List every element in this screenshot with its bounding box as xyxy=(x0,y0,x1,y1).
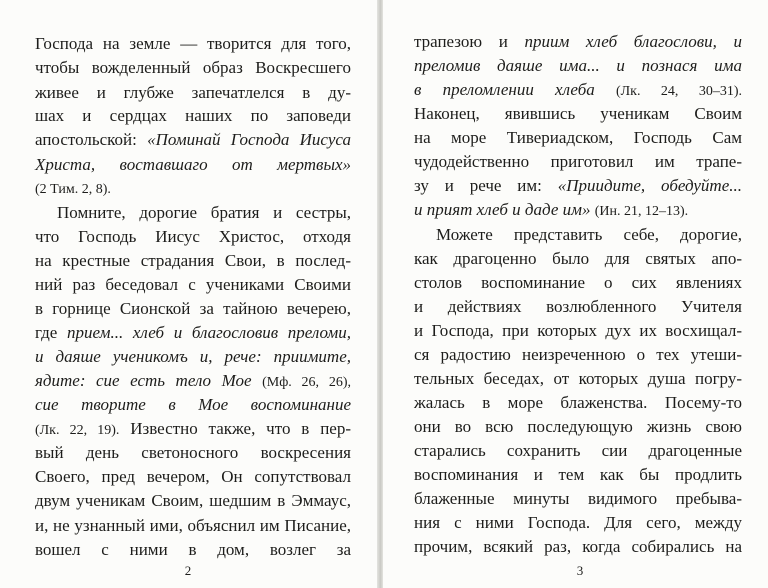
text-line xyxy=(414,487,742,510)
italic-quote: прием... хлеб и благословив преломи, xyxy=(66,323,351,342)
text-segment: Помните, дорогие братия и сестры, xyxy=(57,203,351,222)
text-line xyxy=(414,54,742,77)
italic-quote: приим хлеб благослови, и xyxy=(524,32,743,51)
text-segment: как драгоценно было для святых апо- xyxy=(414,249,742,268)
italic-quote: «Поминай Господа Иисуса xyxy=(147,130,352,149)
text-line xyxy=(35,489,351,512)
text-segment: живее и глубже запечатлелся в ду- xyxy=(35,83,351,102)
text-line xyxy=(414,150,742,173)
text-line xyxy=(414,271,742,294)
text-line xyxy=(414,174,742,197)
scripture-reference: (Лк. 22, 19). xyxy=(35,423,120,438)
text-segment: трапезою и xyxy=(414,32,508,51)
text-segment: тельных беседах, от которых душа погру- xyxy=(414,369,742,388)
text-segment: чудодейственно приготовил им трапе- xyxy=(414,152,742,171)
text-segment: в горнице Сионской за тайною вечерею, xyxy=(35,299,351,318)
italic-quote: «Приидите, обедуйте... xyxy=(557,176,742,195)
text-line xyxy=(414,247,742,270)
text-line xyxy=(414,30,742,53)
text-line xyxy=(35,514,351,537)
text-line xyxy=(35,465,351,488)
text-line xyxy=(35,225,351,248)
page-number-left: 2 xyxy=(184,563,192,578)
text-segment: Своего, пред вечером, Он сопутствовал xyxy=(35,467,351,486)
text-line xyxy=(414,535,742,558)
text-segment: апостольской: xyxy=(35,130,137,149)
text-segment: блаженные минуты видимого пребыва- xyxy=(414,489,742,508)
text-segment: воспоминания и тем как бы продлить xyxy=(414,465,742,484)
text-line xyxy=(414,415,742,438)
left-page xyxy=(0,0,380,588)
text-line xyxy=(35,249,351,272)
text-line xyxy=(414,463,742,486)
text-line xyxy=(414,511,742,534)
text-segment: зу и рече им: xyxy=(414,176,542,195)
text-line xyxy=(414,198,742,221)
text-segment: жалась в море блаженства. Посему-то xyxy=(414,393,742,412)
italic-quote: в преломлении хлеба xyxy=(414,80,595,99)
text-segment: Наконец, явившись ученикам Своим xyxy=(414,104,742,123)
text-segment: где xyxy=(35,323,58,342)
text-line xyxy=(35,538,351,561)
right-page xyxy=(383,0,768,588)
text-line xyxy=(414,78,742,101)
italic-quote: Христа, воставшаго от мертвых» xyxy=(35,155,351,174)
text-line xyxy=(35,56,351,79)
italic-quote: и даяше ученикомъ и, рече: приимите, xyxy=(35,347,351,366)
text-segment: на море Тивериадском, Господь Сам xyxy=(414,128,742,147)
text-segment: Господа на земле — творится для того, xyxy=(35,34,351,53)
text-line xyxy=(35,369,351,392)
text-segment: ния с ними Господа. Для сего, между xyxy=(414,513,742,532)
text-line xyxy=(35,297,351,320)
text-line xyxy=(414,391,742,414)
text-line xyxy=(414,343,742,366)
text-segment: столов воспоминание о сих явлениях xyxy=(414,273,742,292)
text-segment: прочим, всякий раз, когда собирались на xyxy=(414,537,742,556)
text-segment: чтобы вожделенный образ Воскресшего xyxy=(35,58,351,77)
text-line xyxy=(35,81,351,104)
italic-quote: ядите: сие есть тело Мое xyxy=(35,371,252,390)
text-segment: и действиях возлюбленного Учителя xyxy=(414,297,742,316)
text-segment: вый день светоносного воскресения xyxy=(35,443,351,462)
text-segment: и Господа, при которых дух их восхищал- xyxy=(414,321,742,340)
text-line xyxy=(35,273,351,296)
text-line xyxy=(35,345,351,368)
text-line xyxy=(35,176,351,199)
text-line xyxy=(414,223,742,246)
italic-quote: сие творите в Мое воспоминание xyxy=(35,395,351,414)
text-segment: они во всю последующую жизнь свою xyxy=(414,417,742,436)
text-line xyxy=(414,319,742,342)
text-line xyxy=(414,126,742,149)
text-segment: шах и сердцах наших по заповеди xyxy=(35,106,351,125)
text-line xyxy=(35,321,351,344)
text-segment: ний раз беседовал с учениками Своими xyxy=(35,275,351,294)
text-segment: старались сохранить сии драгоценные xyxy=(414,441,742,460)
italic-quote: преломив даяше има... и познася има xyxy=(414,56,742,75)
text-segment: на крестные страдания Свои, в послед- xyxy=(35,251,351,270)
text-segment: ся радостию неизреченною о тех утеши- xyxy=(414,345,742,364)
text-line xyxy=(35,128,351,151)
scripture-reference: (Лк. 24, 30–31). xyxy=(616,84,743,99)
page-number-right: 3 xyxy=(576,563,584,578)
text-line xyxy=(35,104,351,127)
text-segment: Можете представить себе, дорогие, xyxy=(436,225,742,244)
text-line xyxy=(35,32,351,55)
text-line xyxy=(35,153,351,176)
text-line xyxy=(35,393,351,416)
text-segment: что Господь Иисус Христос, отходя xyxy=(35,227,351,246)
text-line xyxy=(35,417,351,440)
text-line xyxy=(414,295,742,318)
text-segment: и, не узнанный ими, объяснил им Писание, xyxy=(35,516,351,535)
scripture-reference: (Мф. 26, 26), xyxy=(262,375,351,390)
text-line xyxy=(35,201,351,224)
text-line xyxy=(414,367,742,390)
text-line xyxy=(414,102,742,125)
scripture-reference: (2 Тим. 2, 8). xyxy=(35,182,111,197)
text-line xyxy=(35,441,351,464)
italic-quote: и прият хлеб и даде им» xyxy=(414,200,591,219)
text-segment: двум ученикам Своим, шедшим в Эммаус, xyxy=(35,491,351,510)
scripture-reference: (Ин. 21, 12–13). xyxy=(594,204,689,219)
text-segment: вошел с ними в дом, возлег за xyxy=(35,540,351,559)
text-line xyxy=(414,439,742,462)
text-segment: Известно также, что в пер- xyxy=(130,419,352,438)
